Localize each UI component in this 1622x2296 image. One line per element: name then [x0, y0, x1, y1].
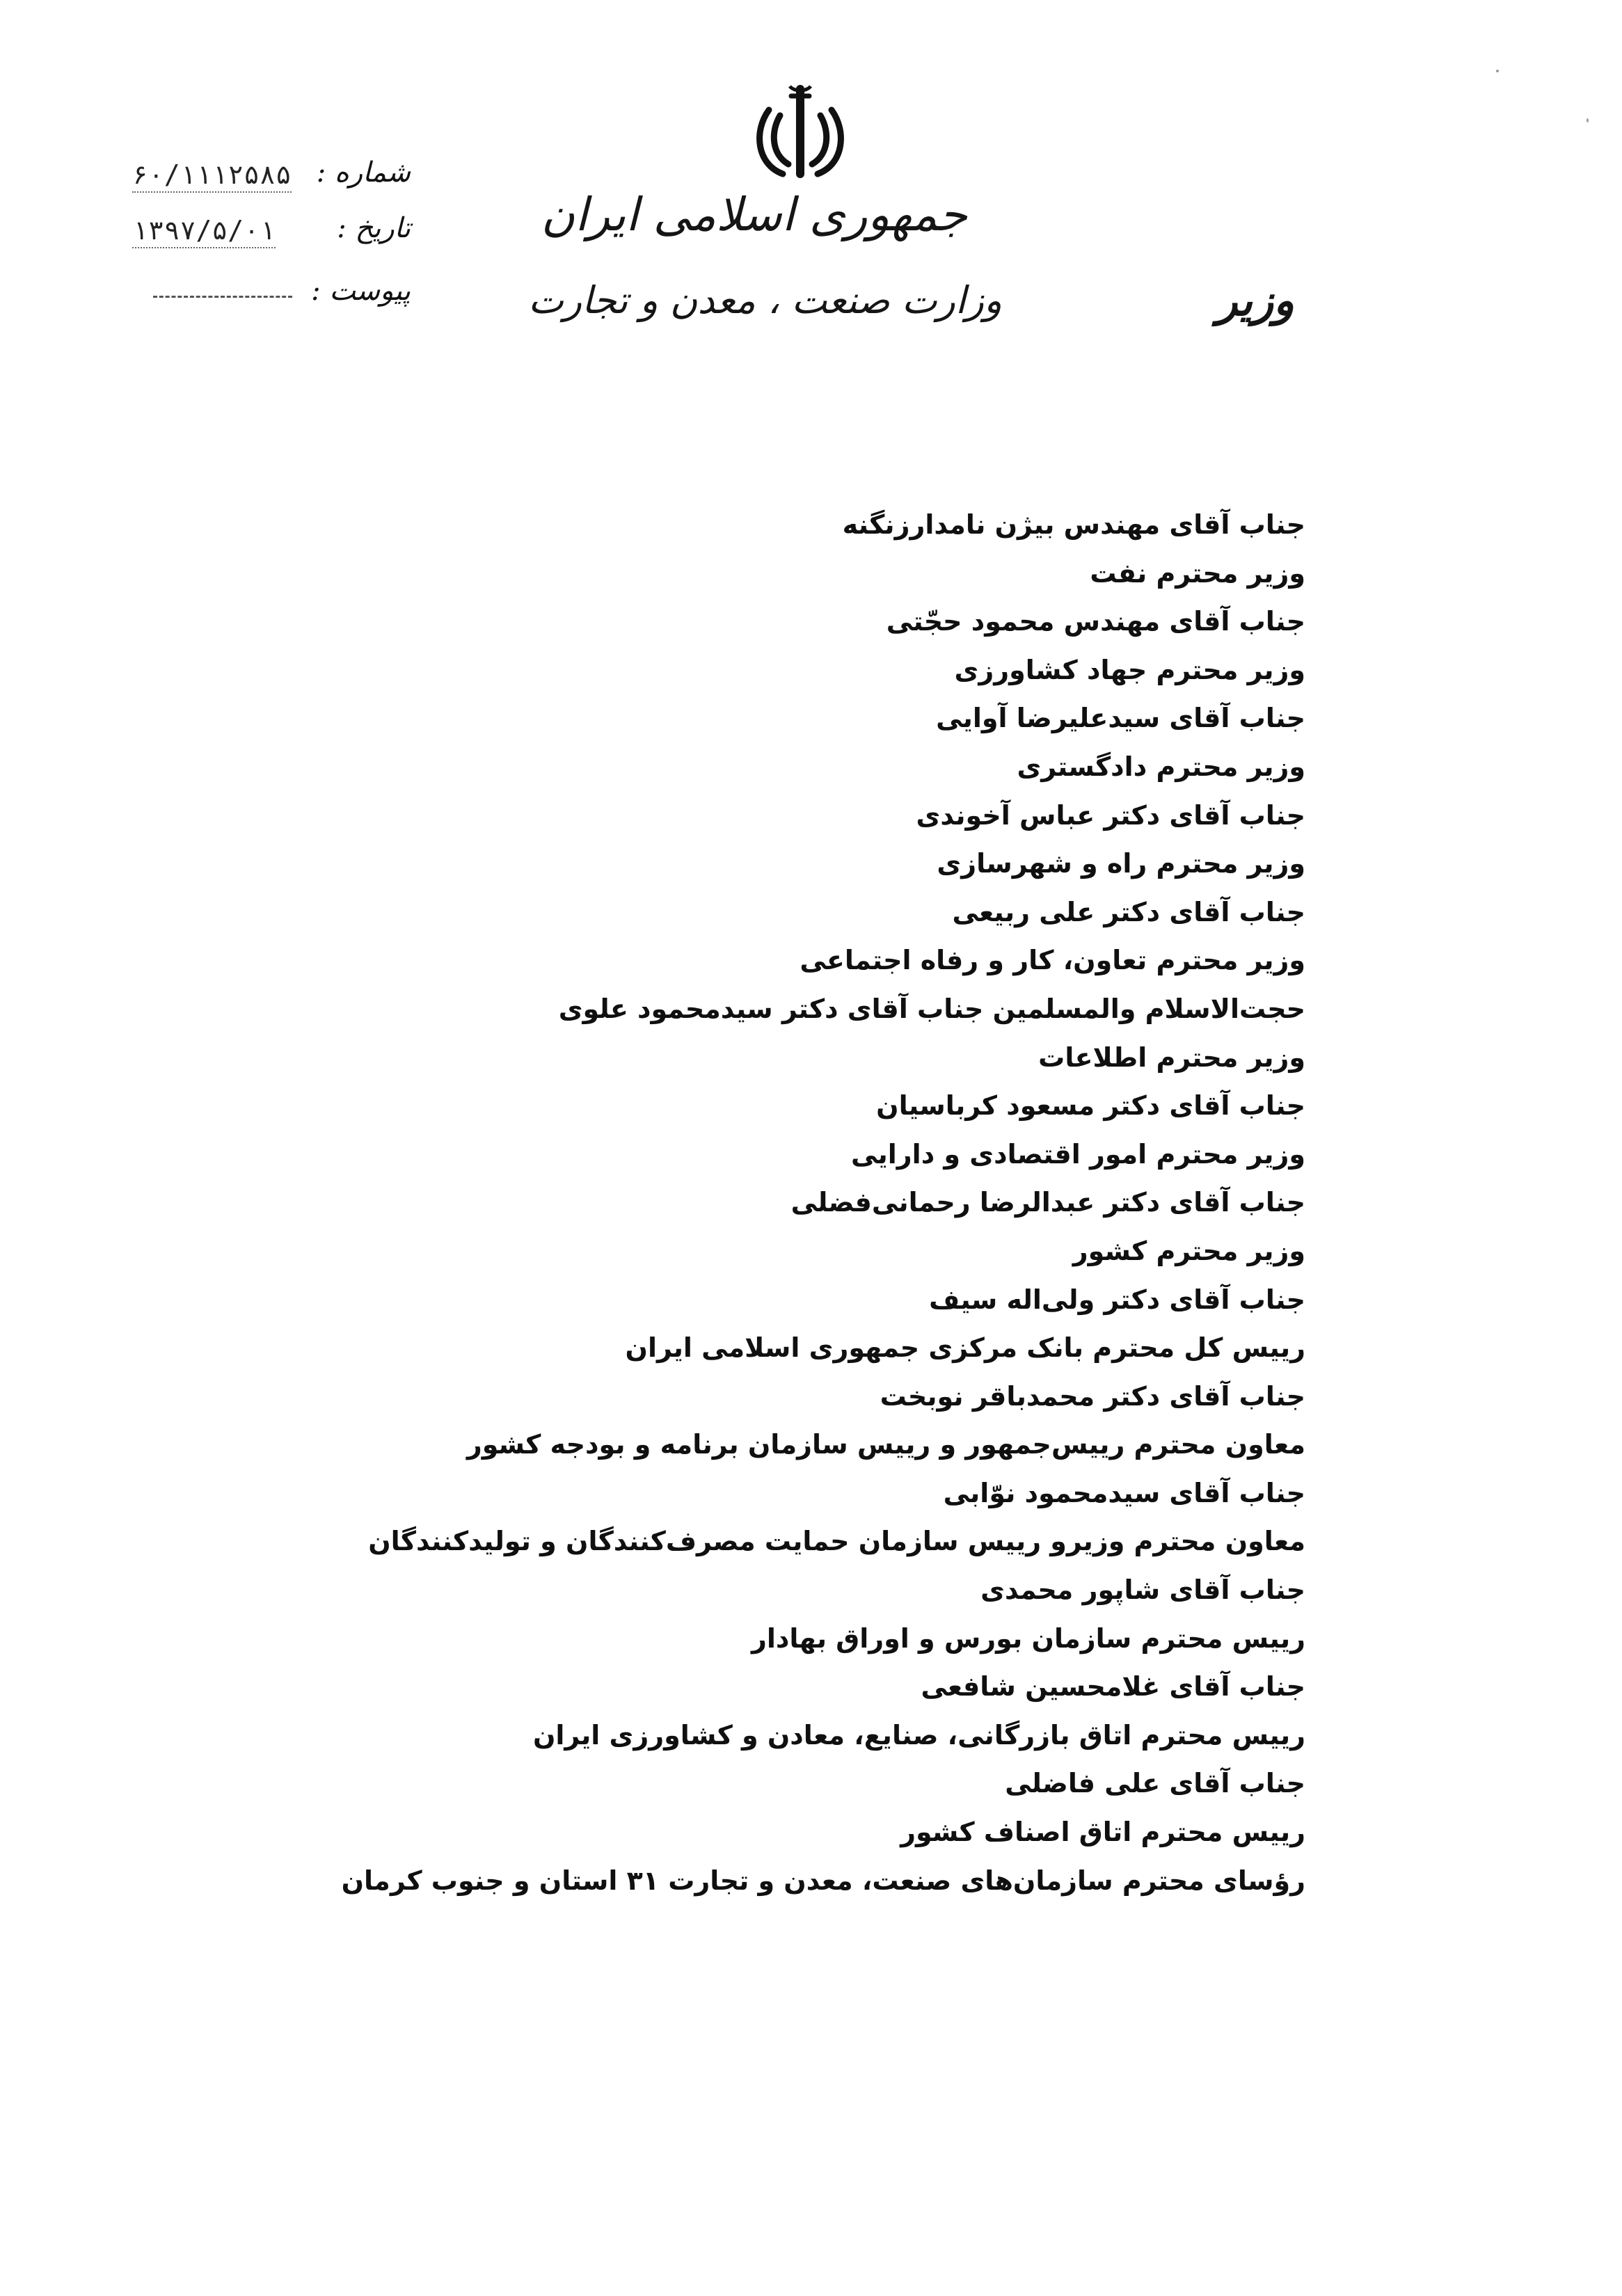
letter-date-value: ۱۳۹۷/۵/۰۱ — [132, 215, 276, 248]
recipient-line: وزیر محترم تعاون، کار و رفاه اجتماعی — [800, 945, 1305, 976]
recipient-line: جناب آقای غلامحسین شافعی — [921, 1671, 1305, 1703]
attachment-label: پیوست : — [311, 275, 411, 307]
recipient-line: رؤسای محترم سازمان‌های صنعت، معدن و تجارت ۳۱ استان و جنوب کرمان — [341, 1865, 1305, 1896]
letter-date-label: تاریخ : — [337, 212, 411, 244]
attachment-blank-line — [153, 296, 292, 298]
recipient-line: جناب آقای سیدعلیرضا آوایی — [936, 703, 1305, 734]
recipient-line: جناب آقای مهندس بیژن نامدارزنگنه — [842, 509, 1305, 540]
republic-title: جمهوری اسلامی ایران — [541, 188, 967, 241]
recipient-line: وزیر محترم جهاد کشاورزی — [954, 654, 1305, 685]
recipient-line: وزیر محترم نفت — [1090, 557, 1305, 589]
recipient-line: جناب آقای دکتر عبدالرضا رحمانی‌فضلی — [790, 1187, 1305, 1218]
recipient-line: وزیر محترم راه و شهرسازی — [937, 848, 1305, 879]
recipient-line: جناب آقای دکتر ولی‌اله سیف — [929, 1284, 1305, 1315]
recipient-line: جناب آقای دکتر محمدباقر نوبخت — [880, 1380, 1305, 1412]
scan-speck — [1496, 70, 1499, 72]
letter-number-value: ۶۰/۱۱۱۲۵۸۵ — [132, 159, 292, 193]
letter-number-label: شماره : — [316, 157, 411, 189]
recipient-line: جناب آقای دکتر عباس آخوندی — [916, 799, 1305, 831]
recipient-line: وزیر محترم اطلاعات — [1038, 1042, 1305, 1073]
recipient-line: حجت‌الاسلام والمسلمین جناب آقای دکتر سیدمحمود علوی — [558, 993, 1305, 1024]
recipient-line: جناب آقای دکتر مسعود کرباسیان — [876, 1090, 1305, 1122]
recipient-line: رییس محترم سازمان بورس و اوراق بهادار — [752, 1623, 1305, 1654]
recipient-line: جناب آقای سیدمحمود نوّابی — [943, 1477, 1305, 1508]
recipient-line: رییس کل محترم بانک مرکزی جمهوری اسلامی ایران — [625, 1332, 1305, 1364]
attachment-row — [132, 275, 411, 317]
recipient-line: جناب آقای مهندس محمود حجّتی — [886, 606, 1305, 637]
recipient-line: معاون محترم رییس‌جمهور و رییس سازمان برنامه و بودجه کشور — [466, 1429, 1305, 1460]
ministry-title: وزارت صنعت ، معدن و تجارت — [528, 278, 1002, 322]
recipient-line: رییس محترم اتاق اصناف کشور — [900, 1817, 1305, 1848]
recipient-list — [262, 501, 1305, 1905]
iran-emblem-icon — [748, 82, 852, 186]
recipient-line: وزیر محترم کشور — [1072, 1235, 1305, 1266]
recipient-line: معاون محترم وزیرو رییس سازمان حمایت مصرف‌کنندگان و تولیدکنندگان — [368, 1526, 1305, 1557]
scan-speck — [1587, 118, 1589, 122]
recipient-line: رییس محترم اتاق بازرگانی، صنایع، معادن و کشاورزی ایران — [532, 1719, 1305, 1751]
recipient-line: جناب آقای دکتر علی ربیعی — [952, 896, 1305, 927]
recipient-line: وزیر محترم دادگستری — [1017, 751, 1305, 782]
letter-number-row — [132, 157, 411, 198]
recipient-line: وزیر محترم امور اقتصادی و دارایی — [851, 1138, 1305, 1170]
letter-date-row — [132, 212, 411, 254]
recipient-line: جناب آقای علی فاضلی — [1005, 1768, 1305, 1799]
minister-title: وزیر — [1216, 275, 1294, 326]
recipient-line: جناب آقای شاپور محمدی — [980, 1574, 1305, 1606]
